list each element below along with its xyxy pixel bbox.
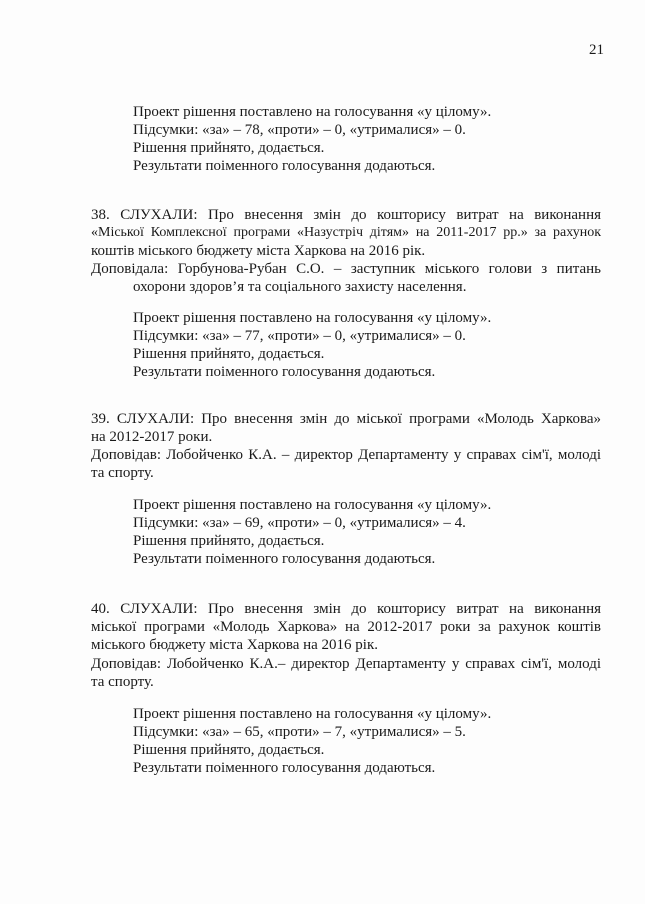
- speaker-line: та спорту.: [91, 674, 154, 690]
- vote-attached-line: Результати поіменного голосування додаються.: [133, 158, 436, 174]
- vote-attached-line: Результати поіменного голосування додаються.: [133, 364, 436, 380]
- speaker-line: охорони здоров’я та соціального захисту населення.: [133, 279, 467, 295]
- vote-attached-line: Результати поіменного голосування додаються.: [133, 760, 436, 776]
- vote-decision-line: Рішення прийнято, додається.: [133, 533, 325, 549]
- vote-results-line: Підсумки: «за» – 65, «проти» – 7, «утрималися» – 5.: [133, 724, 466, 740]
- heard-line: 38. СЛУХАЛИ: Про внесення змін до кошторису витрат на виконання: [91, 207, 601, 223]
- heard-line: «Міської Комплексної програми «Назустріч дітям» на 2011-2017 рр.» за рахунок: [91, 225, 601, 240]
- vote-project-line: Проект рішення поставлено на голосування «у цілому».: [133, 104, 492, 120]
- vote-results-line: Підсумки: «за» – 69, «проти» – 0, «утрималися» – 4.: [133, 515, 466, 531]
- vote-attached-line: Результати поіменного голосування додаються.: [133, 551, 436, 567]
- vote-project-line: Проект рішення поставлено на голосування «у цілому».: [133, 497, 492, 513]
- heard-line: коштів міського бюджету міста Харкова на 2016 рік.: [91, 243, 426, 259]
- vote-results-line: Підсумки: «за» – 77, «проти» – 0, «утрималися» – 0.: [133, 328, 466, 344]
- heard-line: на 2012-2017 роки.: [91, 429, 213, 445]
- heard-line: міського бюджету міста Харкова на 2016 рік.: [91, 637, 379, 653]
- vote-decision-line: Рішення прийнято, додається.: [133, 742, 325, 758]
- speaker-line: Доповідала: Горбунова-Рубан С.О. – заступник міського голови з питань: [91, 261, 601, 277]
- heard-line: 39. СЛУХАЛИ: Про внесення змін до міської програми «Молодь Харкова»: [91, 411, 601, 427]
- vote-decision-line: Рішення прийнято, додається.: [133, 346, 325, 362]
- vote-project-line: Проект рішення поставлено на голосування «у цілому».: [133, 706, 492, 722]
- speaker-line: Доповідав: Лобойченко К.А.– директор Департаменту у справах сім'ї, молоді: [91, 656, 601, 672]
- heard-line: 40. СЛУХАЛИ: Про внесення змін до кошторису витрат на виконання: [91, 601, 601, 617]
- page-number: 21: [589, 42, 604, 58]
- vote-results-line: Підсумки: «за» – 78, «проти» – 0, «утрималися» – 0.: [133, 122, 466, 138]
- speaker-line: Доповідав: Лобойченко К.А. – директор Департаменту у справах сім'ї, молоді: [91, 447, 601, 463]
- vote-decision-line: Рішення прийнято, додається.: [133, 140, 325, 156]
- heard-line: міської програми «Молодь Харкова» на 2012-2017 роки за рахунок коштів: [91, 619, 601, 635]
- vote-project-line: Проект рішення поставлено на голосування «у цілому».: [133, 310, 492, 326]
- speaker-line: та спорту.: [91, 465, 154, 481]
